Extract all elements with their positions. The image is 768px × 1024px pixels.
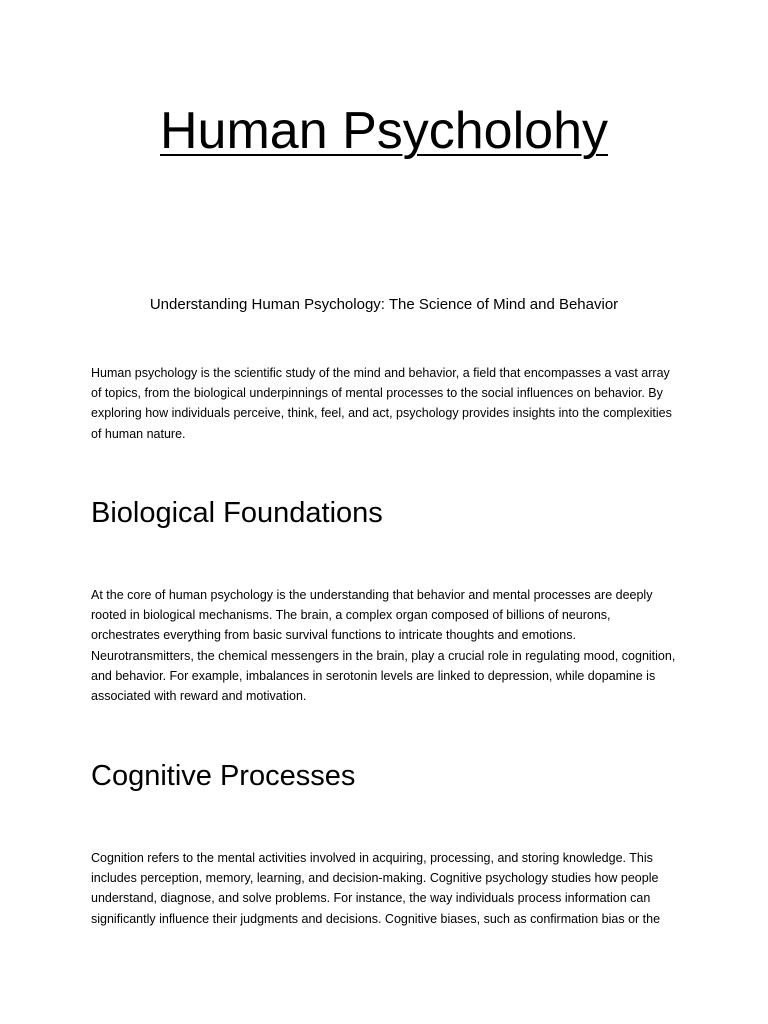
section-paragraph-cognitive-processes: Cognition refers to the mental activities involved in acquiring, processing, and storing knowledge. This includes perception, memory, learning, and decision-making. Cognitive psychology studies how people understand, diagnose, and solve problems. For instance, the way individuals process information can significantly influence their judgments and decisions. Cognitive biases, such as confirmation bias or the <box>91 851 661 926</box>
intro-paragraph: Human psychology is the scientific study of the mind and behavior, a field that encompasses a vast array of topics, from the biological underpinnings of mental processes to the social influences on behavior. By exploring how individuals perceive, think, feel, and act, psychology provides insights into the complexities of human nature. <box>91 366 672 441</box>
section-paragraph-biological-foundations: At the core of human psychology is the understanding that behavior and mental processes are deeply rooted in biological mechanisms. The brain, a complex organ composed of billions of neurons, orchestrates everything from basic survival functions to intricate thoughts and emotions. Neurotransmitters, the chemical messengers in the brain, play a crucial role in regulating mood, cognition, and behavior. For example, imbalances in serotonin levels are linked to depression, while dopamine is associated with reward and motivation. <box>91 588 676 704</box>
section-heading-biological-foundations: Biological Foundations <box>91 497 383 529</box>
document-subtitle: Understanding Human Psychology: The Science of Mind and Behavior <box>149 296 619 313</box>
document-title <box>0 100 768 162</box>
section-heading-cognitive-processes: Cognitive Processes <box>91 760 356 792</box>
document-title-text: Human Psycholohy <box>160 102 608 160</box>
